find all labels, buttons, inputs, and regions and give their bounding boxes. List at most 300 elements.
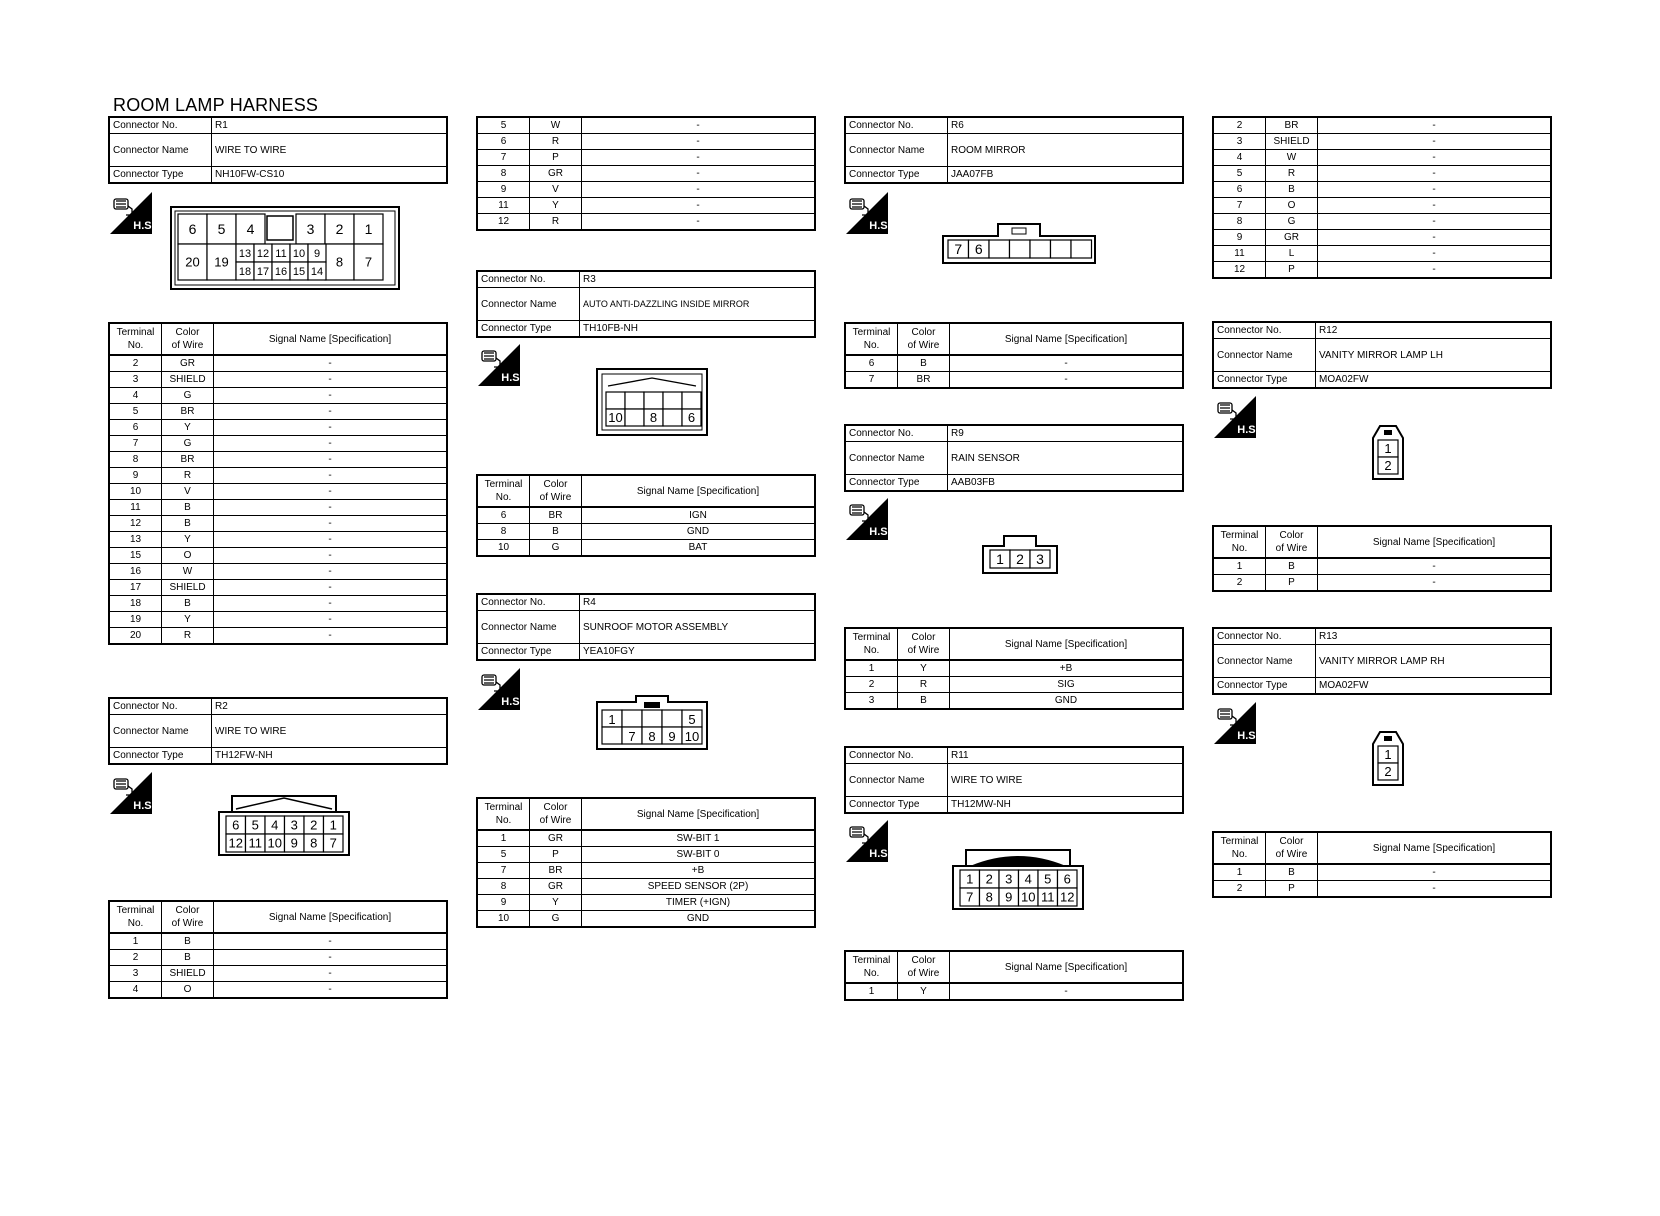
header-wire-color: Color of Wire <box>898 323 950 355</box>
pin-label: 6 <box>188 221 197 238</box>
table-row <box>109 500 447 516</box>
terminal-no: 4 <box>1213 150 1266 166</box>
pin-label: 2 <box>985 871 993 887</box>
pin-label: 10 <box>292 247 306 260</box>
pin-label: 11 <box>275 247 287 260</box>
label-connector-type: Connector Type <box>1213 678 1316 695</box>
terminal-no: 7 <box>1213 198 1266 214</box>
wire-color: B <box>162 933 214 950</box>
signal-name: - <box>214 388 448 404</box>
signal-name: GND <box>582 524 816 540</box>
pin-label: 3 <box>290 817 298 833</box>
label-connector-no: Connector No. <box>477 594 580 611</box>
terminal-no: 2 <box>1213 117 1266 134</box>
table-row <box>477 911 815 928</box>
table-row <box>109 484 447 500</box>
connector-face-r2 <box>218 790 350 856</box>
label-connector-type: Connector Type <box>109 167 212 184</box>
signal-name: - <box>214 966 448 982</box>
terminal-no: 12 <box>477 214 530 231</box>
signal-name: - <box>214 564 448 580</box>
wire-color: GR <box>530 166 582 182</box>
label-connector-type: Connector Type <box>845 797 948 814</box>
harness-side-icon <box>478 344 523 386</box>
pin-label: 10 <box>684 729 700 744</box>
connector-name: VANITY MIRROR LAMP RH <box>1316 645 1552 678</box>
label-connector-no: Connector No. <box>845 425 948 442</box>
signal-name: - <box>1318 150 1552 166</box>
header-terminal-no: Terminal No. <box>845 628 898 660</box>
wire-color: L <box>1266 246 1318 262</box>
connector-face-r1 <box>170 206 400 290</box>
pin-label: 17 <box>256 265 270 278</box>
pin-label: 7 <box>329 835 337 851</box>
connector-no: R6 <box>948 117 1184 134</box>
wire-color: Y <box>530 198 582 214</box>
wire-color: BR <box>162 404 214 420</box>
wire-color: B <box>162 516 214 532</box>
label-connector-no: Connector No. <box>1213 322 1316 339</box>
table-row <box>1213 864 1551 881</box>
wire-color: Y <box>530 895 582 911</box>
signal-name: - <box>950 355 1184 372</box>
header-signal-name: Signal Name [Specification] <box>582 798 816 830</box>
header-wire-color: Color of Wire <box>162 901 214 933</box>
terminal-no: 20 <box>109 628 162 645</box>
wire-color: Y <box>162 612 214 628</box>
connector-type: JAA07FB <box>948 167 1184 184</box>
signal-name: - <box>1318 182 1552 198</box>
connector-face-r6 <box>942 222 1096 264</box>
hs-label: H.S. <box>869 848 891 860</box>
table-row <box>109 933 447 950</box>
connector-name: WIRE TO WIRE <box>948 764 1184 797</box>
table-row <box>845 983 1183 1000</box>
hs-label: H.S. <box>1237 730 1259 742</box>
wire-color: B <box>1266 864 1318 881</box>
table-row <box>477 166 815 182</box>
hs-label: H.S. <box>133 220 155 232</box>
pin-label: 3 <box>1036 551 1044 568</box>
table-row <box>845 355 1183 372</box>
connector-info-r12 <box>1212 321 1552 389</box>
signal-name: - <box>1318 198 1552 214</box>
terminal-no: 5 <box>109 404 162 420</box>
pin-label: 13 <box>238 247 252 260</box>
header-terminal-no: Terminal No. <box>109 901 162 933</box>
header-terminal-no: Terminal No. <box>1213 526 1266 558</box>
wire-color: B <box>1266 558 1318 575</box>
pin-label: 9 <box>313 247 321 260</box>
connector-type: MOA02FW <box>1316 678 1552 695</box>
signal-name: - <box>214 452 448 468</box>
hs-label: H.S. <box>133 800 155 812</box>
pin-label: 4 <box>1024 871 1032 887</box>
wire-color: GR <box>1266 230 1318 246</box>
pin-label: 1 <box>364 221 373 238</box>
connector-name: WIRE TO WIRE <box>212 134 448 167</box>
terminal-no: 17 <box>109 580 162 596</box>
signal-name: - <box>582 150 816 166</box>
wire-color: BR <box>530 507 582 524</box>
table-row <box>477 863 815 879</box>
connector-face-r3 <box>596 368 708 436</box>
table-row <box>1213 166 1551 182</box>
connector-type: TH12MW-NH <box>948 797 1184 814</box>
pin-label: 9 <box>290 835 298 851</box>
wire-color: R <box>162 468 214 484</box>
wire-color: W <box>162 564 214 580</box>
header-terminal-no: Terminal No. <box>1213 832 1266 864</box>
page-title: ROOM LAMP HARNESS <box>113 95 319 115</box>
label-connector-type: Connector Type <box>109 748 212 765</box>
wire-color: G <box>530 540 582 557</box>
pin-label: 4 <box>246 221 255 238</box>
wire-color: SHIELD <box>162 966 214 982</box>
label-connector-name: Connector Name <box>845 764 948 797</box>
header-signal-name: Signal Name [Specification] <box>214 323 448 355</box>
pin-label: 6 <box>1063 871 1071 887</box>
terminal-no: 9 <box>109 468 162 484</box>
signal-name: - <box>214 612 448 628</box>
table-row <box>845 660 1183 677</box>
connector-face-r9 <box>982 534 1058 574</box>
terminal-no: 12 <box>109 516 162 532</box>
wire-color: P <box>1266 881 1318 898</box>
harness-side-icon <box>1214 702 1259 744</box>
terminal-no: 19 <box>109 612 162 628</box>
wire-color: B <box>162 950 214 966</box>
header-signal-name: Signal Name [Specification] <box>950 951 1184 983</box>
pin-label: 1 <box>996 551 1004 568</box>
pin-label: 2 <box>335 221 344 238</box>
header-wire-color: Color of Wire <box>530 798 582 830</box>
terminal-table-r6 <box>844 322 1184 389</box>
harness-side-icon <box>846 192 891 234</box>
label-connector-name: Connector Name <box>109 134 212 167</box>
pin-label: 2 <box>1384 764 1392 780</box>
pin-label: 8 <box>648 729 656 744</box>
wire-color: GR <box>530 879 582 895</box>
pin-label: 1 <box>329 817 337 833</box>
table-row <box>109 388 447 404</box>
table-row <box>1213 150 1551 166</box>
hs-label: H.S. <box>501 372 523 384</box>
wire-color: B <box>162 500 214 516</box>
wire-color: BR <box>1266 117 1318 134</box>
pin-label: 3 <box>306 221 315 238</box>
wire-color: R <box>898 677 950 693</box>
pin-label: 5 <box>251 817 259 833</box>
signal-name: - <box>214 532 448 548</box>
connector-face-r12 <box>1372 424 1404 480</box>
table-row <box>109 580 447 596</box>
terminal-no: 10 <box>477 911 530 928</box>
signal-name: - <box>214 404 448 420</box>
connector-type: TH12FW-NH <box>212 748 448 765</box>
signal-name: - <box>214 548 448 564</box>
label-connector-name: Connector Name <box>1213 339 1316 372</box>
table-row <box>477 524 815 540</box>
harness-side-icon <box>846 820 891 862</box>
table-row <box>477 847 815 863</box>
connector-no: R1 <box>212 117 448 134</box>
terminal-no: 4 <box>109 982 162 999</box>
label-connector-type: Connector Type <box>477 644 580 661</box>
terminal-no: 8 <box>477 879 530 895</box>
terminal-no: 2 <box>1213 881 1266 898</box>
pin-label: 2 <box>310 817 318 833</box>
connector-face-r11 <box>952 844 1084 910</box>
terminal-no: 6 <box>845 355 898 372</box>
terminal-no: 8 <box>477 524 530 540</box>
terminal-no: 1 <box>845 660 898 677</box>
wire-color: Y <box>162 532 214 548</box>
terminal-table-r3 <box>476 474 816 557</box>
signal-name: GND <box>950 693 1184 710</box>
wire-color: SHIELD <box>1266 134 1318 150</box>
terminal-no: 11 <box>477 198 530 214</box>
label-connector-name: Connector Name <box>1213 645 1316 678</box>
table-row <box>109 436 447 452</box>
signal-name: - <box>214 628 448 645</box>
pin-label: 16 <box>274 265 288 278</box>
label-connector-no: Connector No. <box>477 271 580 288</box>
pin-label: 11 <box>248 835 262 851</box>
signal-name: - <box>582 214 816 231</box>
connector-no: R4 <box>580 594 816 611</box>
table-row <box>109 420 447 436</box>
wire-color: Y <box>162 420 214 436</box>
terminal-no: 1 <box>845 983 898 1000</box>
table-row <box>109 468 447 484</box>
pin-label: 7 <box>364 254 373 270</box>
header-terminal-no: Terminal No. <box>477 475 530 507</box>
connector-type: NH10FW-CS10 <box>212 167 448 184</box>
wire-color: GR <box>162 355 214 372</box>
wire-color: G <box>162 388 214 404</box>
pin-label: 1 <box>608 712 616 727</box>
signal-name: - <box>582 182 816 198</box>
header-wire-color: Color of Wire <box>898 628 950 660</box>
terminal-no: 5 <box>1213 166 1266 182</box>
pin-label: 20 <box>185 254 200 270</box>
table-row <box>109 982 447 999</box>
table-row <box>109 532 447 548</box>
wire-color: SHIELD <box>162 580 214 596</box>
pin-label: 9 <box>668 729 676 744</box>
label-connector-type: Connector Type <box>1213 372 1316 389</box>
wire-color: V <box>162 484 214 500</box>
terminal-no: 2 <box>845 677 898 693</box>
table-row <box>109 966 447 982</box>
wire-color: BR <box>898 372 950 389</box>
hs-label: H.S. <box>501 696 523 708</box>
wire-color: P <box>1266 262 1318 279</box>
pin-label: 19 <box>214 254 229 270</box>
signal-name: - <box>214 982 448 999</box>
label-connector-no: Connector No. <box>109 117 212 134</box>
table-row <box>1213 246 1551 262</box>
terminal-no: 8 <box>109 452 162 468</box>
label-connector-no: Connector No. <box>109 698 212 715</box>
pin-label: 6 <box>687 410 696 425</box>
wire-color: BR <box>530 863 582 879</box>
connector-info-r3 <box>476 270 816 338</box>
pin-label: 2 <box>1016 551 1024 568</box>
connector-name: WIRE TO WIRE <box>212 715 448 748</box>
table-row <box>1213 214 1551 230</box>
wire-color: P <box>1266 575 1318 592</box>
table-row <box>845 677 1183 693</box>
signal-name: SIG <box>950 677 1184 693</box>
wire-color: B <box>162 596 214 612</box>
connector-face-r4 <box>596 694 708 750</box>
signal-name: - <box>1318 262 1552 279</box>
pin-label: 5 <box>688 712 696 727</box>
label-connector-type: Connector Type <box>845 167 948 184</box>
terminal-no: 12 <box>1213 262 1266 279</box>
connector-type: AAB03FB <box>948 475 1184 492</box>
signal-name: - <box>1318 166 1552 182</box>
pin-label: 1 <box>966 871 974 887</box>
pin-label: 7 <box>954 241 963 258</box>
terminal-no: 2 <box>109 950 162 966</box>
table-row <box>477 198 815 214</box>
harness-side-icon <box>478 668 523 710</box>
header-wire-color: Color of Wire <box>898 951 950 983</box>
wire-color: W <box>530 117 582 134</box>
connector-info-r1 <box>108 116 448 184</box>
pin-label: 18 <box>238 265 252 278</box>
signal-name: - <box>582 134 816 150</box>
table-row <box>109 452 447 468</box>
table-row <box>109 516 447 532</box>
wire-color: V <box>530 182 582 198</box>
signal-name: SPEED SENSOR (2P) <box>582 879 816 895</box>
label-connector-name: Connector Name <box>109 715 212 748</box>
wire-color: Y <box>898 983 950 1000</box>
signal-name: SW-BIT 0 <box>582 847 816 863</box>
pin-label: 9 <box>1005 889 1013 905</box>
connector-info-r2 <box>108 697 448 765</box>
terminal-no: 7 <box>477 150 530 166</box>
signal-name: - <box>214 596 448 612</box>
label-connector-name: Connector Name <box>477 288 580 321</box>
connector-info-r9 <box>844 424 1184 492</box>
terminal-table-r11 <box>844 950 1184 1001</box>
terminal-no: 3 <box>1213 134 1266 150</box>
wire-color: G <box>530 911 582 928</box>
signal-name: GND <box>582 911 816 928</box>
terminal-no: 2 <box>1213 575 1266 592</box>
wire-color: B <box>898 693 950 710</box>
label-connector-name: Connector Name <box>845 134 948 167</box>
connector-no: R13 <box>1316 628 1552 645</box>
header-wire-color: Color of Wire <box>1266 832 1318 864</box>
pin-label: 8 <box>335 254 344 270</box>
signal-name: - <box>1318 214 1552 230</box>
pin-label: 10 <box>267 835 282 851</box>
signal-name: - <box>1318 575 1552 592</box>
signal-name: IGN <box>582 507 816 524</box>
terminal-no: 11 <box>109 500 162 516</box>
header-wire-color: Color of Wire <box>1266 526 1318 558</box>
signal-name: - <box>582 117 816 134</box>
terminal-table-r2 <box>108 900 448 999</box>
terminal-no: 10 <box>477 540 530 557</box>
connector-no: R3 <box>580 271 816 288</box>
pin-label: 8 <box>985 889 993 905</box>
wire-color: O <box>162 548 214 564</box>
wire-color: GR <box>530 830 582 847</box>
table-row <box>109 355 447 372</box>
terminal-no: 3 <box>109 966 162 982</box>
terminal-no: 7 <box>477 863 530 879</box>
wire-color: Y <box>898 660 950 677</box>
header-signal-name: Signal Name [Specification] <box>950 323 1184 355</box>
table-row <box>477 879 815 895</box>
terminal-no: 15 <box>109 548 162 564</box>
pin-label: 2 <box>1384 458 1392 474</box>
terminal-table-r11-cont <box>1212 116 1552 279</box>
table-row <box>477 134 815 150</box>
terminal-no: 8 <box>477 166 530 182</box>
terminal-table-r2-cont <box>476 116 816 231</box>
connector-name: AUTO ANTI-DAZZLING INSIDE MIRROR <box>580 288 816 321</box>
wire-color: R <box>1266 166 1318 182</box>
table-row <box>1213 182 1551 198</box>
signal-name: - <box>1318 246 1552 262</box>
wire-color: G <box>162 436 214 452</box>
connector-no: R9 <box>948 425 1184 442</box>
connector-face-r13 <box>1372 730 1404 786</box>
pin-label: 8 <box>649 410 658 425</box>
pin-label: 5 <box>217 221 226 238</box>
wire-color: O <box>162 982 214 999</box>
terminal-no: 4 <box>109 388 162 404</box>
label-connector-name: Connector Name <box>845 442 948 475</box>
pin-label: 3 <box>1005 871 1013 887</box>
signal-name: - <box>214 355 448 372</box>
pin-label: 5 <box>1044 871 1052 887</box>
signal-name: - <box>214 484 448 500</box>
terminal-no: 5 <box>477 847 530 863</box>
signal-name: - <box>582 198 816 214</box>
signal-name: - <box>1318 558 1552 575</box>
signal-name: TIMER (+IGN) <box>582 895 816 911</box>
terminal-no: 8 <box>1213 214 1266 230</box>
terminal-no: 7 <box>845 372 898 389</box>
label-connector-type: Connector Type <box>477 321 580 338</box>
signal-name: SW-BIT 1 <box>582 830 816 847</box>
signal-name: - <box>214 372 448 388</box>
table-row <box>477 214 815 231</box>
table-row <box>109 950 447 966</box>
connector-name: SUNROOF MOTOR ASSEMBLY <box>580 611 816 644</box>
connector-name: ROOM MIRROR <box>948 134 1184 167</box>
connector-info-r6 <box>844 116 1184 184</box>
terminal-no: 3 <box>109 372 162 388</box>
terminal-no: 7 <box>109 436 162 452</box>
wire-color: R <box>530 134 582 150</box>
table-row <box>1213 134 1551 150</box>
connector-info-r4 <box>476 593 816 661</box>
header-signal-name: Signal Name [Specification] <box>1318 526 1552 558</box>
terminal-no: 6 <box>1213 182 1266 198</box>
connector-no: R11 <box>948 747 1184 764</box>
terminal-no: 1 <box>109 933 162 950</box>
